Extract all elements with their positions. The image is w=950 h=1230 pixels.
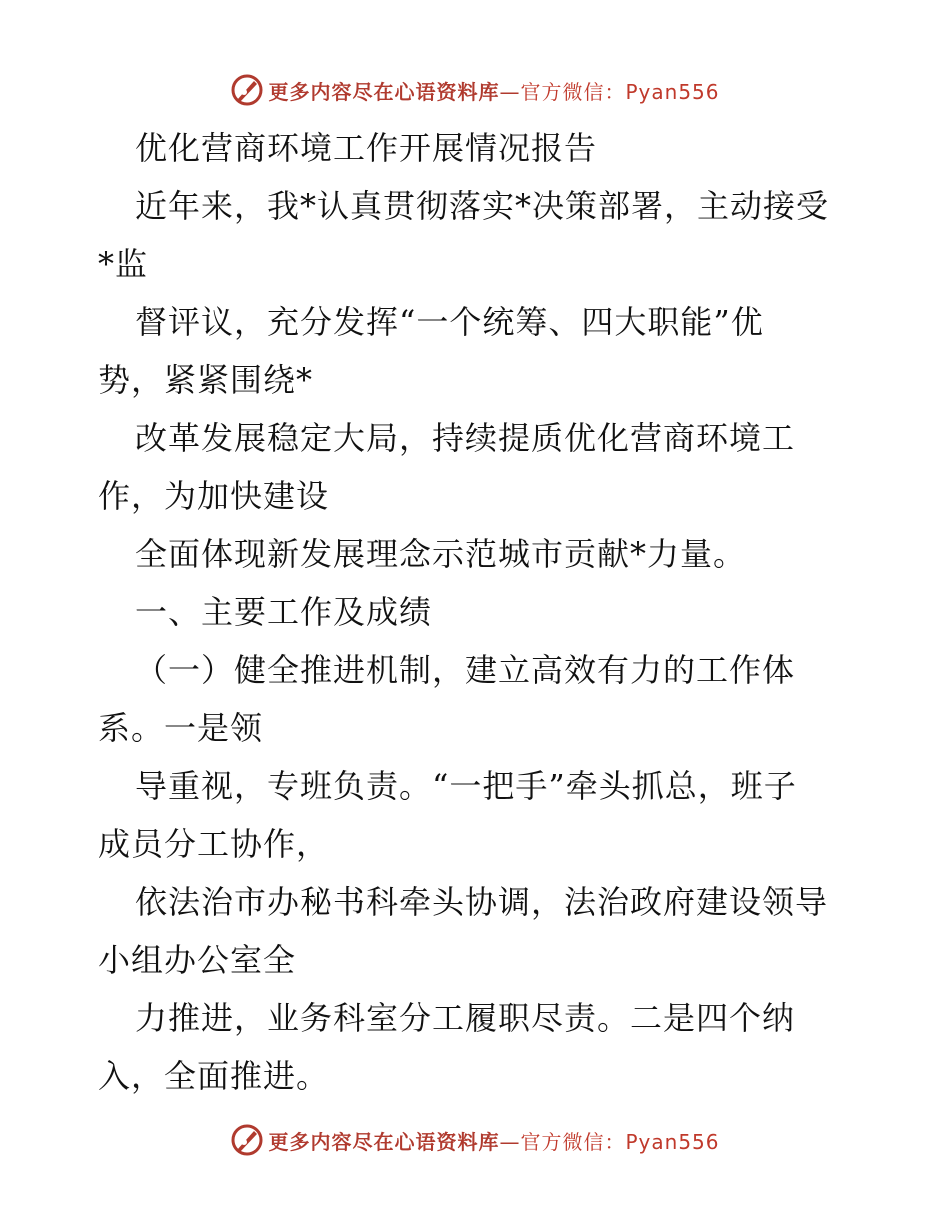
banner-site-name: 更多内容尽在心语资料库	[268, 79, 500, 104]
paragraph-line: 力推进，业务科室分工履职尽责。二是四个纳	[135, 999, 796, 1037]
banner-dash: —	[499, 1129, 521, 1154]
banner-text	[268, 76, 719, 105]
footer-banner	[0, 1120, 950, 1160]
banner-text	[268, 1126, 719, 1155]
banner-wechat-label: 官方微信：	[520, 1129, 626, 1154]
banner-site-name: 更多内容尽在心语资料库	[268, 1129, 500, 1154]
paragraph-line: 全面体现新发展理念示范城市贡献*力量。	[135, 535, 747, 573]
paragraph-line: 势，紧紧围绕*	[98, 361, 314, 399]
quill-logo-icon	[230, 1123, 264, 1157]
paragraph-line: 小组办公室全	[98, 941, 297, 979]
document-title: 优化营商环境工作开展情况报告	[135, 129, 598, 167]
paragraph-line: 改革发展稳定大局，持续提质优化营商环境工	[135, 419, 796, 457]
paragraph-line: *监	[98, 245, 149, 283]
paragraph-line: 系。一是领	[98, 709, 264, 747]
section-heading: 一、主要工作及成绩	[135, 593, 433, 631]
paragraph-line: 督评议，充分发挥“一个统筹、四大职能”优	[135, 303, 764, 341]
paragraph-line: 成员分工协作，	[98, 825, 330, 863]
paragraph-line: 导重视，专班负责。“一把手”牵头抓总，班子	[135, 767, 797, 805]
paragraph-line: 入，全面推进。	[98, 1057, 330, 1095]
document-body	[98, 119, 858, 1105]
paragraph-line: 作，为加快建设	[98, 477, 330, 515]
banner-wechat-id: Pyan556	[625, 1129, 720, 1154]
header-banner	[0, 70, 950, 110]
paragraph-line: 依法治市办秘书科牵头协调，法治政府建设领导	[135, 883, 829, 921]
paragraph-line: 近年来，我*认真贯彻落实*决策部署，主动接受	[135, 187, 830, 225]
banner-wechat-label: 官方微信：	[520, 79, 626, 104]
banner-wechat-id: Pyan556	[625, 79, 720, 104]
paragraph-line: （一）健全推进机制，建立高效有力的工作体	[135, 651, 796, 689]
banner-dash: —	[499, 79, 521, 104]
quill-logo-icon	[230, 73, 264, 107]
